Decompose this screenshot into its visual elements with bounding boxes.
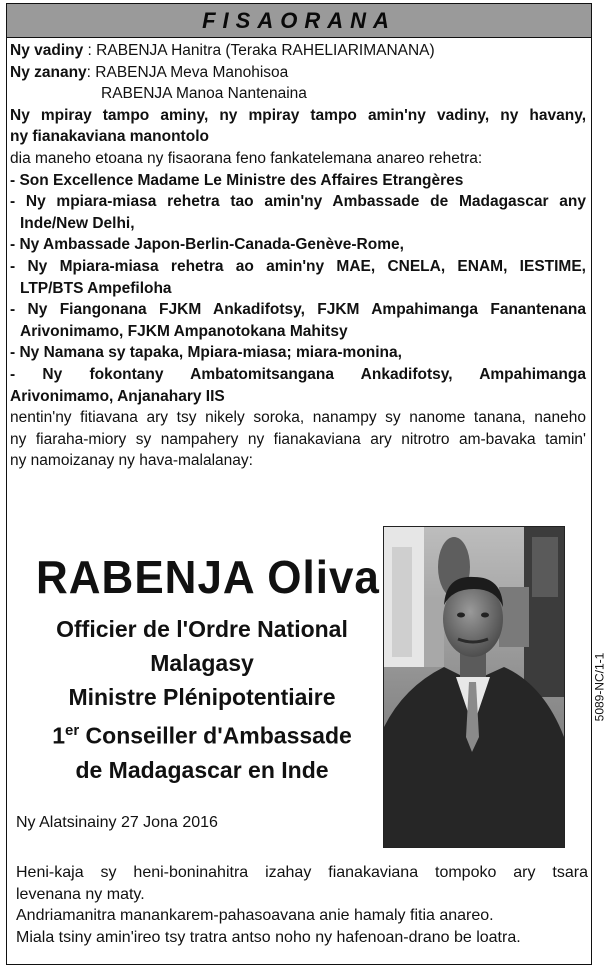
spouse-line: Ny vadiny : RABENJA Hanitra (Teraka RAHELIARIMANANA) [10, 42, 435, 59]
announcement-body [10, 40, 586, 472]
thanks-item-4-cont: LTP/BTS Ampefiloha [20, 279, 172, 297]
title-line-4 [22, 714, 382, 753]
thanks-item-6: - Ny Namana sy tapaka, Mpiara-miasa; miara-monina, [10, 344, 402, 362]
closing-line-3: ny namoizanay ny hava-malalanay: [10, 452, 253, 470]
title-line-1: Officier de l'Ordre National [56, 616, 348, 642]
footer-line-4: Miala tsiny amin'ireo tsy tratra antso noho ny hafenoan-drano be loatra. [16, 928, 521, 946]
portrait-illustration [384, 527, 564, 847]
title-line-2: Malagasy [150, 650, 254, 676]
title-line-4-sup: er [64, 722, 80, 739]
footer-line-3: Andriamanitra manankarem-pahasoavana anie hamaly fitia anareo. [16, 907, 494, 924]
footer-line-2: levenana ny maty. [16, 885, 145, 903]
thanks-item-7: - Ny fokontany Ambatomitsangana Ankadifotsy, Ampahimanga [10, 365, 586, 383]
spouse-label: Ny vadiny [10, 42, 84, 59]
intro-bold-line-2: ny fianakaviana manontolo [10, 128, 209, 146]
thanks-item-5: - Ny Fiangonana FJKM Ankadifotsy, FJKM Ampahimanga Fanantenana [10, 301, 586, 319]
child-name-1: RABENJA Meva Manohisoa [95, 63, 289, 81]
thanks-item-2-cont: Inde/New Delhi, [20, 214, 135, 232]
thanks-item-7-cont: Arivonimamo, Anjanahary IIS [10, 387, 225, 405]
intro-bold-line-1: Ny mpiray tampo aminy, ny mpiray tampo amin'ny vadiny, ny havany, [10, 106, 586, 124]
footer-text [16, 862, 588, 948]
children-label: Ny zanany [10, 63, 87, 81]
spouse-name: RABENJA Hanitra (Teraka RAHELIARIMANANA) [96, 42, 435, 59]
thanks-item-3: - Ny Ambassade Japon-Berlin-Canada-Genève-Rome, [10, 236, 404, 254]
thanks-item-5-cont: Arivonimamo, FJKM Ampanotokana Mahitsy [20, 322, 348, 340]
title-line-4-rest: Conseiller d'Ambassade [79, 722, 352, 749]
thanks-item-1: - Son Excellence Madame Le Ministre des Affaires Etrangères [10, 171, 464, 189]
closing-line-1: nentin'ny fitiavana ary tsy nikely soroka, nanampy sy nanome tanana, naneho [10, 409, 586, 427]
title-line-4-num: 1 [52, 722, 65, 749]
closing-line-2: ny fiaraha-miory sy nampahery ny fianakaviana ary nitrotro am-bavaka tamin' [10, 430, 586, 448]
intro-text: dia maneho etoana ny fisaorana feno fankatelemana anareo rehetra: [10, 149, 483, 167]
title-line-5: de Madagascar en Inde [75, 756, 329, 783]
deceased-name: RABENJA Oliva [36, 552, 380, 604]
title-line-3: Ministre Plénipotentiaire [68, 684, 336, 710]
child-name-2: RABENJA Manoa Nantenaina [101, 85, 307, 103]
announcement-date: Ny Alatsinainy 27 Jona 2016 [16, 814, 218, 831]
footer-line-1: Heni-kaja sy heni-boninahitra izahay fianakaviana tompoko ary tsara [16, 864, 588, 881]
deceased-titles [22, 612, 382, 787]
thanks-item-4: - Ny Mpiara-miasa rehetra ao amin'ny MAE, CNELA, ENAM, IESTIME, [10, 257, 586, 275]
header-title: FISAORANA [7, 4, 591, 38]
children-line: Ny zanany: RABENJA Meva Manohisoa [10, 63, 289, 81]
portrait-photo [383, 526, 565, 848]
reference-code: 5089-NC/1-1 [592, 652, 606, 722]
thanks-item-2: - Ny mpiara-miasa rehetra tao amin'ny Ambassade de Madagascar any [10, 193, 586, 211]
